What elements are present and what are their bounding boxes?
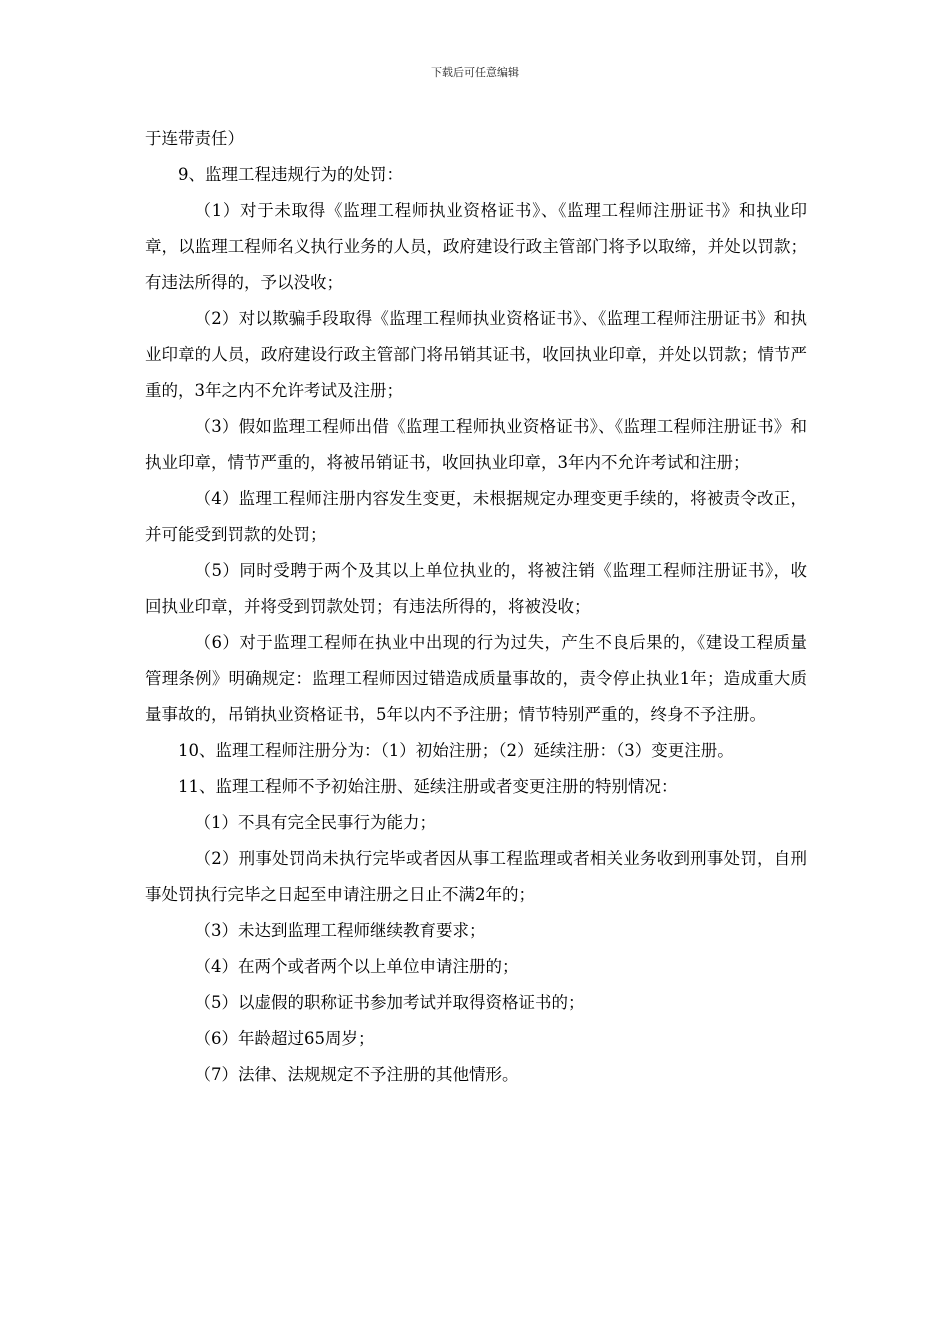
penalty-item-4: （4）监理工程师注册内容发生变更，未根据规定办理变更手续的，将被责令改正，并可能受到罚款的处罚； [145,489,807,544]
section-heading-9: 9、监理工程违规行为的处罚： [178,165,403,184]
penalty-item-2: （2）对以欺骗手段取得《监理工程师执业资格证书》、《监理工程师注册证书》和执业印章的人员，政府建设行政主管部门将吊销其证书，收回执业印章，并处以罚款；情节严重的，3年之内不允许考试及注册； [145,309,807,400]
condition-item-2: （2）刑事处罚尚未执行完毕或者因从事工程监理或者相关业务收到刑事处罚，自刑事处罚执行完毕之日起至申请注册之日止不满2年的； [145,849,807,904]
document-body [145,121,807,1093]
penalty-item-5: （5）同时受聘于两个及其以上单位执业的，将被注销《监理工程师注册证书》，收回执业印章，并将受到罚款处罚；有违法所得的，将被没收； [145,561,807,616]
penalty-item-3: （3）假如监理工程师出借《监理工程师执业资格证书》、《监理工程师注册证书》和执业印章，情节严重的，将被吊销证书，收回执业印章，3年内不允许考试和注册； [145,417,807,472]
condition-item-7: （7）法律、法规规定不予注册的其他情形。 [194,1065,519,1084]
condition-item-5: （5）以虚假的职称证书参加考试并取得资格证书的； [194,993,585,1012]
condition-item-4: （4）在两个或者两个以上单位申请注册的； [194,957,519,976]
paragraph-continuation: 于连带责任） [145,129,244,148]
section-heading-10: 10、监理工程师注册分为：（1）初始注册；（2）延续注册：（3）变更注册。 [178,741,734,760]
condition-item-1: （1）不具有完全民事行为能力； [194,813,436,832]
condition-item-3: （3）未达到监理工程师继续教育要求； [194,921,486,940]
penalty-item-6: （6）对于监理工程师在执业中出现的行为过失，产生不良后果的，《建设工程质量管理条例》明确规定：监理工程师因过错造成质量事故的，责令停止执业1年；造成重大质量事故的，吊销执业资格证书，5年以内不予注册；情节特别严重的，终身不予注册。 [145,633,807,724]
penalty-item-1: （1）对于未取得《监理工程师执业资格证书》、《监理工程师注册证书》和执业印章，以监理工程师名义执行业务的人员，政府建设行政主管部门将予以取缔，并处以罚款；有违法所得的，予以没收； [145,201,807,292]
page-header: 下载后可任意编辑 [431,66,519,79]
condition-item-6: （6）年龄超过65周岁； [194,1029,375,1048]
section-heading-11: 11、监理工程师不予初始注册、延续注册或者变更注册的特别情况： [178,777,678,796]
